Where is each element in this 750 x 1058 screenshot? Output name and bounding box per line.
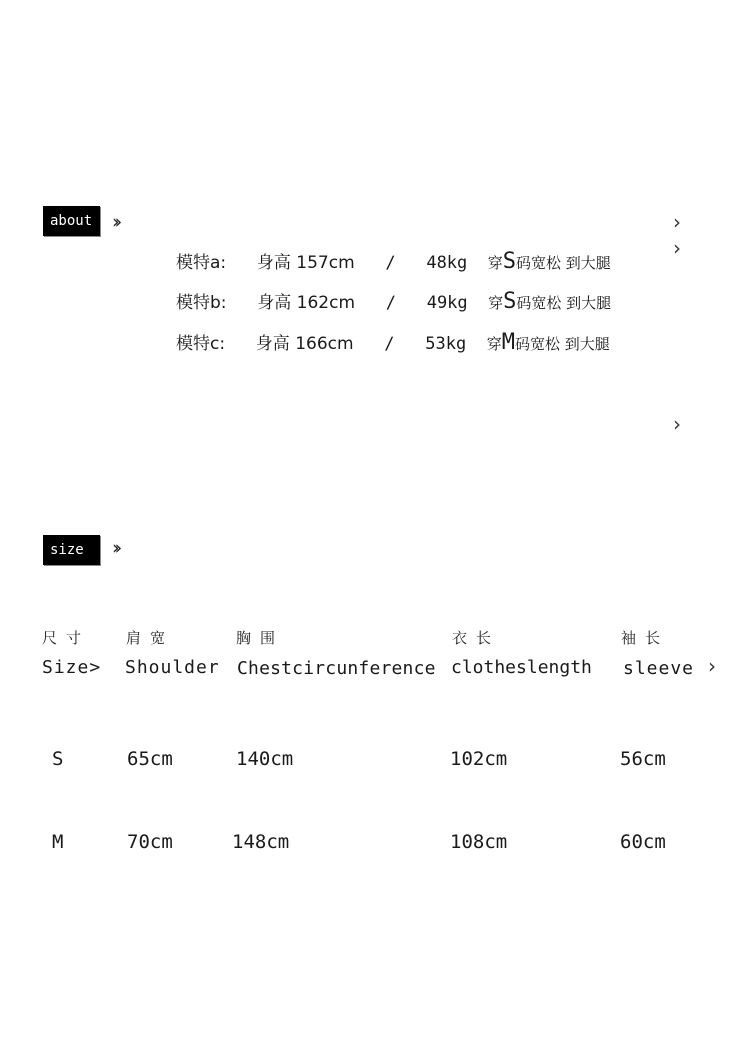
double-chevron-icon: ›​›	[112, 537, 118, 559]
model-weight: 53kg	[425, 334, 467, 354]
chevron-right-icon[interactable]: ›	[673, 412, 681, 436]
table-cell-size: S	[52, 748, 64, 770]
table-cell-size: M	[52, 831, 64, 853]
model-height: 身高 157cm	[256, 253, 355, 273]
separator: ∕	[385, 293, 396, 313]
header-cn-length: 衣长	[452, 629, 501, 647]
table-cell-shoulder: 65cm	[127, 748, 173, 770]
table-cell-sleeve: 60cm	[620, 831, 666, 853]
model-height: 身高 162cm	[257, 293, 356, 313]
table-cell-shoulder: 70cm	[127, 831, 173, 853]
model-label: 模特a:	[176, 253, 227, 273]
table-cell-sleeve: 56cm	[620, 748, 666, 770]
chevron-right-icon[interactable]: ›	[673, 210, 681, 234]
header-cn-shoulder: 肩宽	[126, 629, 175, 647]
header-en-shoulder: Shoulder	[125, 657, 220, 678]
header-en-length: clotheslength	[451, 657, 592, 678]
size-tag: size	[43, 535, 100, 565]
wear-label: 穿	[488, 294, 504, 312]
separator: ∕	[385, 253, 396, 273]
model-height: 身高 166cm	[255, 334, 354, 354]
table-cell-length: 102cm	[450, 748, 508, 770]
fit-note: 码宽松 到大腿	[514, 335, 610, 353]
size-letter: S	[502, 249, 517, 274]
model-info-c	[176, 331, 610, 356]
header-cn-size: 尺寸	[42, 629, 91, 647]
table-cell-chest: 140cm	[236, 748, 294, 770]
header-cn-sleeve: 袖长	[621, 629, 670, 647]
model-label: 模特b:	[176, 293, 227, 313]
size-letter: M	[501, 330, 515, 355]
model-info-a	[176, 250, 611, 275]
fit-note: 码宽松 到大腿	[516, 254, 611, 272]
table-cell-chest: 148cm	[232, 831, 290, 853]
chevron-right-icon[interactable]: ›	[673, 236, 681, 260]
fit-note: 码宽松 到大腿	[516, 294, 612, 312]
wear-label: 穿	[487, 254, 503, 272]
table-cell-length: 108cm	[450, 831, 508, 853]
header-cn-chest: 胸围	[236, 629, 285, 647]
separator: ∕	[384, 334, 395, 354]
header-en-sleeve: sleeve	[623, 658, 695, 679]
about-tag: about	[43, 206, 100, 236]
model-weight: 49kg	[426, 293, 468, 313]
model-info-b	[176, 290, 611, 315]
model-label: 模特c:	[176, 334, 226, 354]
header-en-size: Size>	[42, 657, 102, 678]
header-en-chest: Chestcircunference	[237, 658, 436, 679]
double-chevron-icon: ›​›	[112, 211, 118, 233]
wear-label: 穿	[486, 335, 502, 353]
chevron-right-icon[interactable]: ›	[708, 654, 716, 678]
model-weight: 48kg	[426, 253, 468, 273]
size-letter: S	[503, 289, 517, 314]
